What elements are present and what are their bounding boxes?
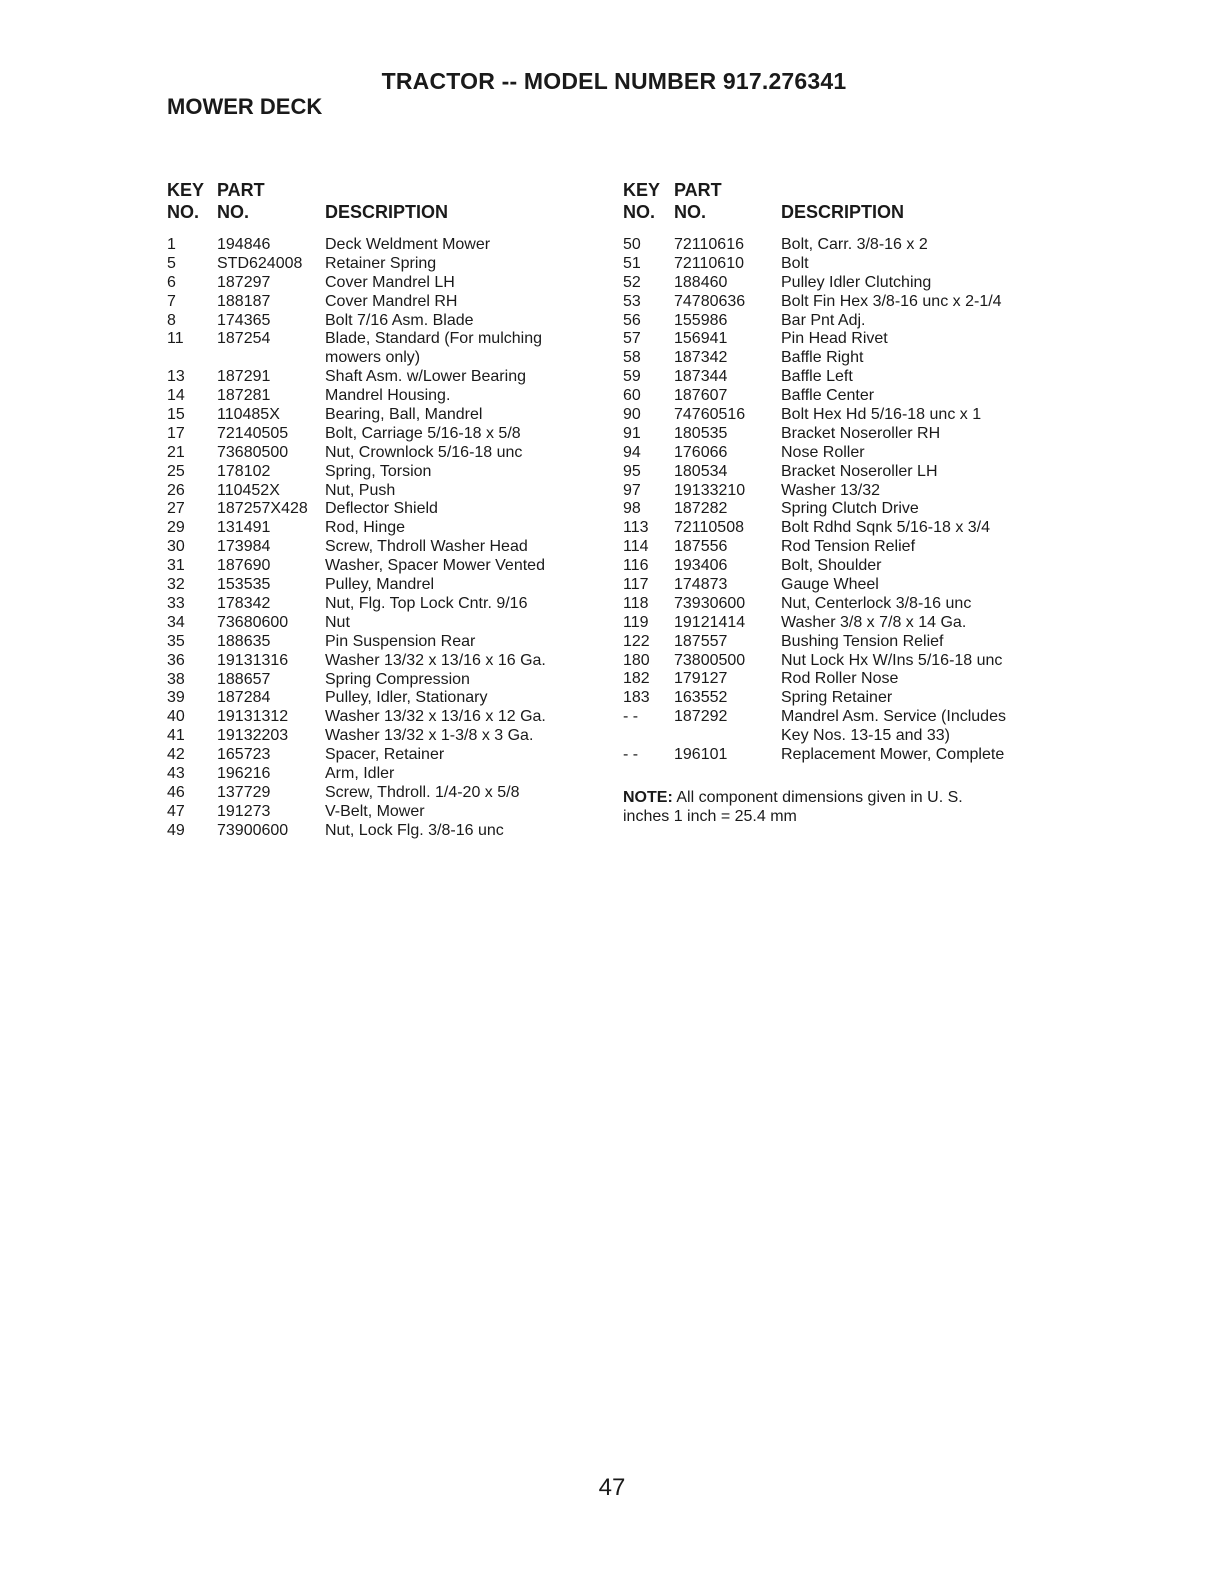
note-text: All component dimensions given in U. S. inches 1 inch = 25.4 mm (623, 789, 963, 825)
key-number: 35 (167, 632, 185, 650)
part-number: 187342 (674, 349, 728, 367)
key-number: 29 (167, 519, 185, 537)
key-number: 11 (167, 330, 184, 348)
description: Bracket Noseroller LH (781, 462, 938, 480)
part-number: 187292 (674, 708, 728, 726)
part-number: 73900600 (217, 821, 289, 839)
description: Washer 13/32 x 1-3/8 x 3 Ga. (325, 727, 534, 745)
description: Deflector Shield (325, 500, 438, 518)
key-number: 26 (167, 481, 185, 499)
part-number: 73800500 (674, 651, 746, 669)
key-number: 8 (167, 311, 176, 329)
description: Pin Head Rivet (781, 330, 888, 348)
section-title: MOWER DECK (167, 94, 323, 119)
part-number: 174365 (217, 311, 271, 329)
key-number: 5 (167, 254, 176, 272)
part-header-bottom: NO. (674, 202, 707, 222)
description: Bolt, Carr. 3/8-16 x 2 (781, 236, 928, 253)
description: Bolt 7/16 Asm. Blade (325, 311, 474, 329)
key-header-bottom: NO. (167, 202, 200, 222)
part-header-top: PART (674, 180, 722, 200)
description: Washer, Spacer Mower Vented (325, 557, 545, 575)
part-number: 72140505 (217, 424, 289, 442)
key-number: 52 (623, 273, 641, 291)
part-header-bottom: NO. (217, 202, 250, 222)
description: Rod Tension Relief (781, 538, 916, 556)
key-number: 30 (167, 538, 185, 556)
key-number: 98 (623, 500, 641, 518)
description: Deck Weldment Mower (325, 236, 491, 253)
key-number: 34 (167, 613, 185, 631)
part-number: 187557 (674, 632, 728, 650)
key-number: 95 (623, 462, 641, 480)
description: Cover Mandrel RH (325, 292, 458, 310)
part-number: 74780636 (674, 292, 746, 310)
description: Rod, Hinge (325, 519, 406, 537)
key-number: 33 (167, 594, 185, 612)
part-number: 110452X (217, 481, 280, 499)
part-number: 187556 (674, 538, 728, 556)
document-title: TRACTOR -- MODEL NUMBER 917.276341 (381, 68, 847, 94)
part-number: 187281 (217, 387, 271, 405)
key-number: 38 (167, 670, 185, 688)
description: Spring Clutch Drive (781, 500, 919, 518)
part-number: 187607 (674, 387, 728, 405)
key-number: 47 (167, 802, 185, 820)
part-number: 187284 (217, 689, 271, 707)
key-number: 6 (167, 273, 176, 291)
description: Bolt Hex Hd 5/16-18 unc x 1 (781, 406, 982, 424)
key-number: 17 (167, 424, 185, 442)
description: Pulley, Mandrel (325, 576, 435, 594)
description: Bolt, Carriage 5/16-18 x 5/8 (325, 424, 521, 442)
description: Washer 13/32 x 13/16 x 12 Ga. (325, 708, 546, 726)
part-number: 73680500 (217, 443, 289, 461)
key-number: 15 (167, 406, 185, 424)
key-number: 57 (623, 330, 641, 348)
description: Baffle Right (781, 349, 864, 367)
key-number: 36 (167, 651, 185, 669)
description: Retainer Spring (325, 254, 437, 272)
part-number: 110485X (217, 406, 280, 424)
key-number: 13 (167, 368, 185, 386)
description: Arm, Idler (325, 764, 395, 782)
key-number: 1 (167, 236, 176, 253)
key-number: 21 (167, 443, 185, 461)
part-number: 187690 (217, 557, 271, 575)
description: Bolt (781, 254, 809, 272)
description: Mandrel Housing. (325, 387, 451, 405)
part-number: 180535 (674, 424, 728, 442)
part-number: 19133210 (674, 481, 746, 499)
part-number: 187257X428 (217, 500, 308, 518)
part-number: 155986 (674, 311, 728, 329)
description: Spring Retainer (781, 689, 893, 707)
part-number: 131491 (217, 519, 271, 537)
description: Pulley, Idler, Stationary (325, 689, 488, 707)
key-number: 59 (623, 368, 641, 386)
part-number: 178102 (217, 462, 271, 480)
description: Spacer, Retainer (325, 746, 445, 764)
description: Bracket Noseroller RH (781, 424, 941, 442)
part-number: 188460 (674, 273, 728, 291)
key-number: 27 (167, 500, 185, 518)
key-number: - - (623, 746, 639, 764)
description: Shaft Asm. w/Lower Bearing (325, 368, 526, 386)
part-number: 187282 (674, 500, 728, 518)
description: Spring Compression (325, 670, 470, 688)
key-number: - - (623, 708, 639, 726)
key-number: 182 (623, 670, 650, 688)
description: Rod Roller Nose (781, 670, 899, 688)
part-number: 180534 (674, 462, 728, 480)
key-number: 118 (623, 594, 649, 612)
key-number: 116 (623, 557, 649, 575)
key-number: 94 (623, 443, 641, 461)
description: Pulley Idler Clutching (781, 273, 932, 291)
part-number: 19131312 (217, 708, 289, 726)
part-number: 176066 (674, 443, 728, 461)
part-number: 179127 (674, 670, 728, 688)
description: Washer 3/8 x 7/8 x 14 Ga. (781, 613, 967, 631)
description: Washer 13/32 (781, 481, 881, 499)
key-number: 113 (623, 519, 649, 537)
part-number: STD624008 (217, 254, 303, 272)
description: Nut, Flg. Top Lock Cntr. 9/16 (325, 594, 528, 612)
description: Bushing Tension Relief (781, 632, 944, 650)
part-number: 173984 (217, 538, 271, 556)
part-number: 187344 (674, 368, 728, 386)
description: Nose Roller (781, 443, 865, 461)
part-number: 196216 (217, 764, 271, 782)
key-number: 180 (623, 651, 650, 669)
part-number: 193406 (674, 557, 728, 575)
description: Baffle Center (781, 387, 875, 405)
description: Nut, Lock Flg. 3/8-16 unc (325, 821, 504, 839)
part-number: 74760516 (674, 406, 746, 424)
description: Cover Mandrel LH (325, 273, 455, 291)
key-number: 49 (167, 821, 185, 839)
key-number: 51 (623, 254, 641, 272)
description: Washer 13/32 x 13/16 x 16 Ga. (325, 651, 546, 669)
key-header-top: KEY (623, 180, 661, 200)
description: Pin Suspension Rear (325, 632, 476, 650)
description: Spring, Torsion (325, 462, 432, 480)
key-number: 41 (167, 727, 185, 745)
part-number: 178342 (217, 594, 271, 612)
part-number: 156941 (674, 330, 728, 348)
key-number: 91 (623, 424, 641, 442)
key-number: 46 (167, 783, 185, 801)
key-number: 31 (167, 557, 185, 575)
description: Nut, Crownlock 5/16-18 unc (325, 443, 523, 461)
key-number: 97 (623, 481, 641, 499)
key-number: 42 (167, 746, 185, 764)
description: Screw, Thdroll. 1/4-20 x 5/8 (325, 783, 520, 801)
part-number: 187254 (217, 330, 271, 348)
key-number: 183 (623, 689, 650, 707)
part-number: 187297 (217, 273, 271, 291)
description: V-Belt, Mower (325, 802, 425, 820)
key-number: 122 (623, 632, 650, 650)
description: Blade, Standard (For mulching mowers only) (325, 330, 542, 367)
part-number: 196101 (674, 746, 728, 764)
part-number: 72110508 (674, 519, 744, 537)
description: Nut Lock Hx W/Ins 5/16-18 unc (781, 651, 1003, 669)
key-number: 60 (623, 387, 641, 405)
note-label: NOTE: (623, 789, 673, 806)
part-number: 73680600 (217, 613, 289, 631)
page-number: 47 (598, 1474, 626, 1501)
key-header-top: KEY (167, 180, 205, 200)
part-number: 191273 (217, 802, 271, 820)
key-number: 25 (167, 462, 185, 480)
key-number: 58 (623, 349, 641, 367)
key-number: 7 (167, 292, 176, 310)
description-header: DESCRIPTION (781, 202, 905, 222)
key-number: 90 (623, 406, 641, 424)
part-number: 19131316 (217, 651, 289, 669)
key-number: 50 (623, 236, 641, 253)
part-number: 174873 (674, 576, 728, 594)
key-number: 43 (167, 764, 185, 782)
key-number: 56 (623, 311, 641, 329)
description: Replacement Mower, Complete (781, 746, 1005, 764)
description: Bolt, Shoulder (781, 557, 882, 575)
note (623, 788, 1013, 826)
key-number: 14 (167, 387, 185, 405)
part-number: 194846 (217, 236, 271, 253)
description: Bar Pnt Adj. (781, 311, 866, 329)
key-number: 53 (623, 292, 641, 310)
part-header-top: PART (217, 180, 265, 200)
description: Mandrel Asm. Service (Includes Key Nos. 13-15 and 33) (781, 708, 1006, 745)
part-number: 153535 (217, 576, 271, 594)
part-number: 72110610 (674, 254, 744, 272)
part-number: 19121414 (674, 613, 746, 631)
description: Bolt Rdhd Sqnk 5/16-18 x 3/4 (781, 519, 991, 537)
part-number: 165723 (217, 746, 271, 764)
description: Screw, Thdroll Washer Head (325, 538, 528, 556)
part-number: 137729 (217, 783, 271, 801)
description: Bearing, Ball, Mandrel (325, 406, 483, 424)
description: Nut, Centerlock 3/8-16 unc (781, 594, 972, 612)
key-number: 117 (623, 576, 649, 594)
part-number: 188635 (217, 632, 271, 650)
description: Nut, Push (325, 481, 396, 499)
part-number: 72110616 (674, 236, 744, 253)
key-number: 119 (623, 613, 649, 631)
key-number: 40 (167, 708, 185, 726)
part-number: 188187 (217, 292, 271, 310)
part-number: 163552 (674, 689, 728, 707)
part-number: 188657 (217, 670, 271, 688)
description-header: DESCRIPTION (325, 202, 449, 222)
key-number: 32 (167, 576, 185, 594)
part-number: 73930600 (674, 594, 746, 612)
description: Gauge Wheel (781, 576, 879, 594)
description: Nut (325, 613, 350, 631)
key-header-bottom: NO. (623, 202, 656, 222)
description: Baffle Left (781, 368, 853, 386)
description: Bolt Fin Hex 3/8-16 unc x 2-1/4 (781, 292, 1002, 310)
key-number: 114 (623, 538, 649, 556)
part-number: 187291 (217, 368, 271, 386)
part-number: 19132203 (217, 727, 289, 745)
key-number: 39 (167, 689, 185, 707)
